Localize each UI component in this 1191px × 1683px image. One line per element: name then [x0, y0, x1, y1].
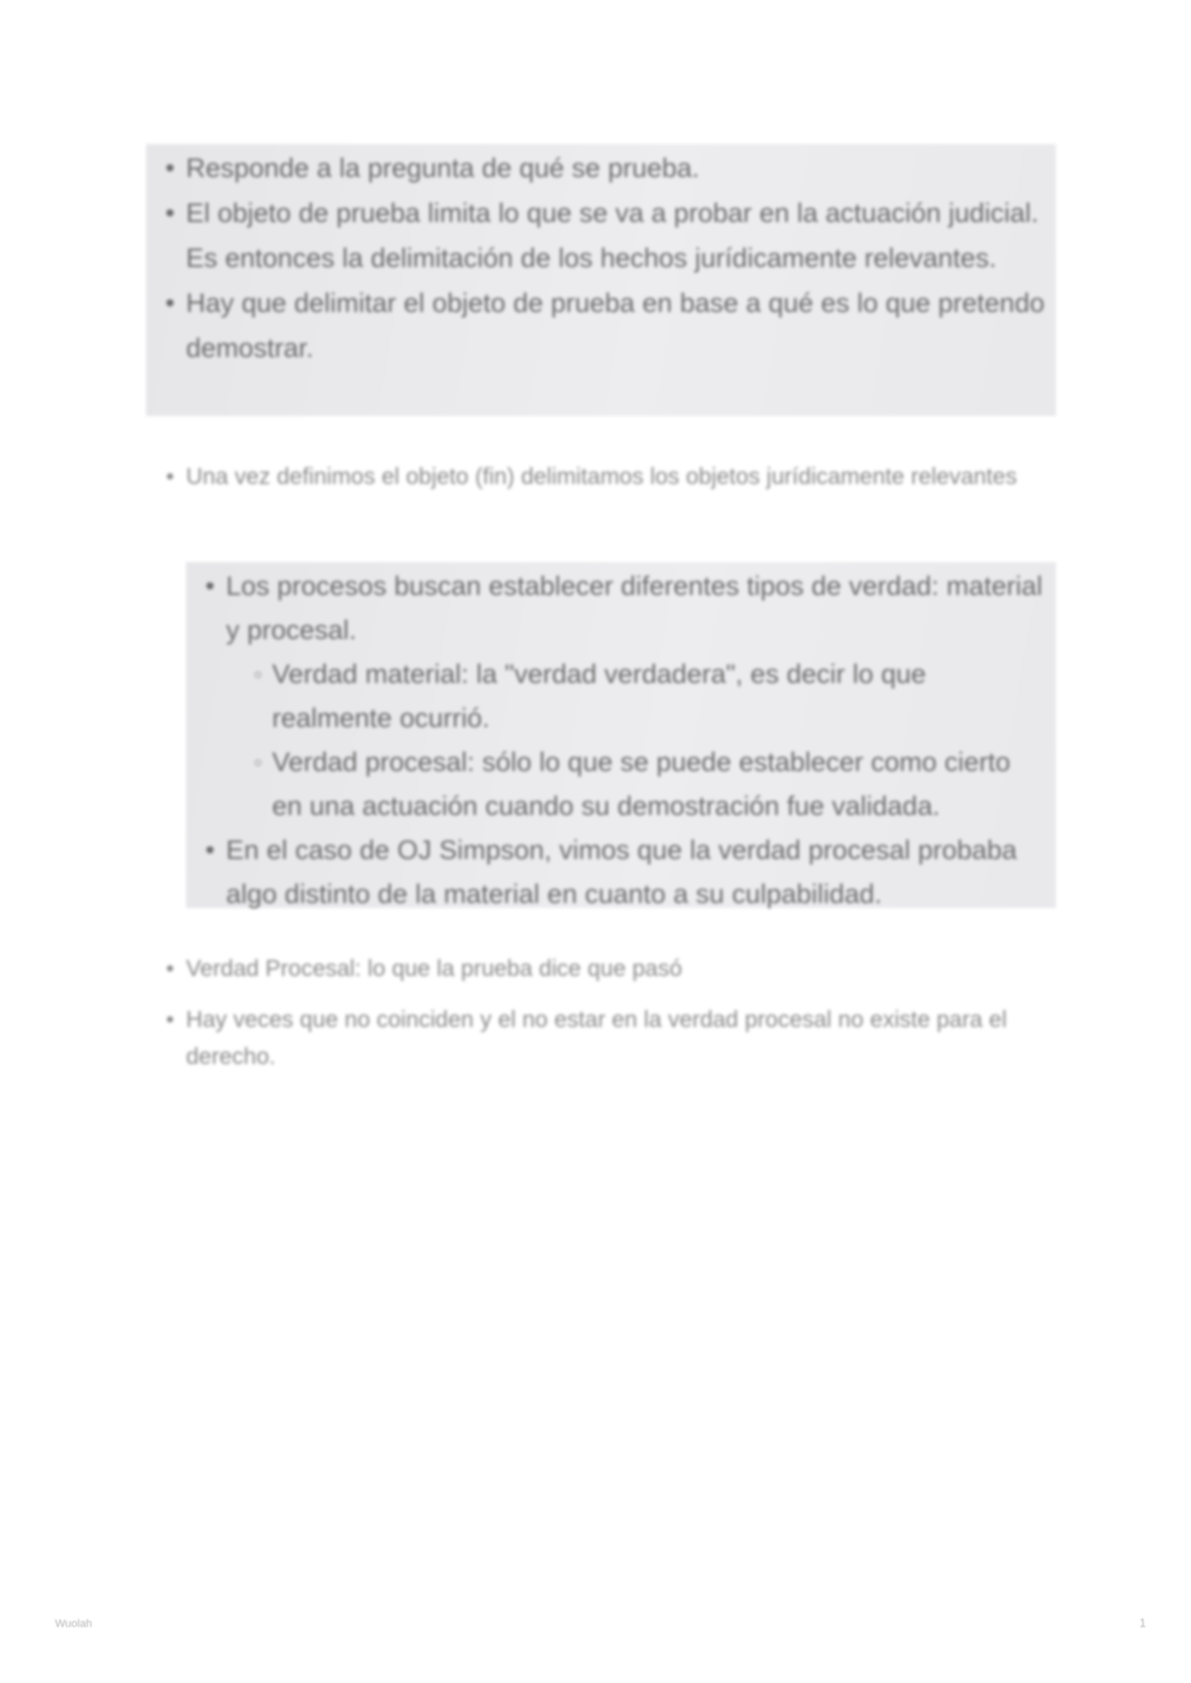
sub-list-item-text: Verdad material: la "verdad verdadera", es decir lo que realmente ocurrió. [272, 659, 927, 733]
bullet-icon: • [205, 835, 215, 865]
footer-brand: Wuolah [55, 1618, 93, 1630]
list-item [146, 458, 1046, 495]
bullet-icon: • [165, 1006, 175, 1032]
list-item-text: Verdad Procesal: lo que la prueba dice que pasó [186, 955, 683, 981]
bullet-icon: • [165, 463, 175, 489]
list-item-text: El objeto de prueba limita lo que se va a probar en la actuación judicial. Es entonces la delimitación de los hechos jurídicamente relevantes. [186, 198, 1039, 273]
list-item [186, 564, 1046, 652]
page-number: 1 [1139, 1616, 1146, 1630]
list-item-text: Responde a la pregunta de qué se prueba. [186, 153, 700, 183]
list-item-text: Una vez definimos el objeto (fin) delimitamos los objetos jurídicamente relevantes [186, 463, 1017, 489]
sub-bullet-icon: ◦ [253, 659, 263, 689]
list-item [146, 950, 1046, 987]
sub-list-item [226, 740, 1046, 828]
list-item [146, 191, 1046, 281]
list-item-text: Hay veces que no coinciden y el no estar en la verdad procesal no existe para el derecho. [186, 1006, 1007, 1069]
bullet-icon: • [165, 153, 175, 183]
sub-list-item-text: Verdad procesal: sólo lo que se puede establecer como cierto en una actuación cuando su demostración fue validada. [272, 747, 1011, 821]
bullet-icon: • [165, 198, 175, 228]
bullet-icon: • [165, 288, 175, 318]
sub-bullet-icon: ◦ [253, 747, 263, 777]
bullet-list-2 [146, 458, 1046, 495]
bullet-icon: • [205, 571, 215, 601]
bullet-icon: • [165, 955, 175, 981]
list-item-text: Hay que delimitar el objeto de prueba en base a qué es lo que pretendo demostrar. [186, 288, 1045, 363]
list-item [146, 1001, 1046, 1075]
bullet-list-3 [186, 564, 1046, 916]
sub-list-item [226, 652, 1046, 740]
list-item-text: En el caso de OJ Simpson, vimos que la verdad procesal probaba algo distinto de la material en cuanto a su culpabilidad. [226, 835, 1017, 909]
list-item [146, 281, 1046, 371]
list-item [186, 828, 1046, 916]
bullet-list-4 [146, 950, 1046, 1075]
list-item [146, 146, 1046, 191]
bullet-list-1 [146, 146, 1046, 371]
list-item-text: Los procesos buscan establecer diferentes tipos de verdad: material y procesal. [226, 571, 1043, 645]
